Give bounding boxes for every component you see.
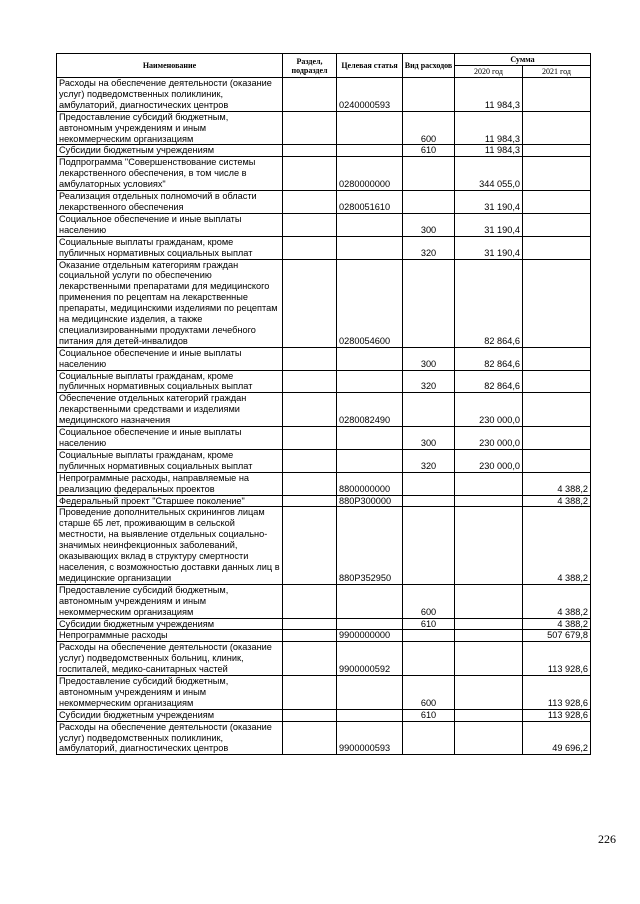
table-row bbox=[57, 721, 591, 755]
cell-type: 320 bbox=[403, 236, 455, 259]
cell-2020 bbox=[455, 472, 523, 495]
cell-2020: 11 984,3 bbox=[455, 78, 523, 112]
cell-type bbox=[403, 157, 455, 191]
cell-type bbox=[403, 259, 455, 347]
cell-2021: 4 388,2 bbox=[523, 495, 591, 507]
table-row bbox=[57, 145, 591, 157]
cell-target bbox=[337, 370, 403, 393]
col-header-2020: 2020 год bbox=[455, 66, 523, 78]
table-row bbox=[57, 630, 591, 642]
cell-2020 bbox=[455, 721, 523, 755]
table-row bbox=[57, 78, 591, 112]
cell-target bbox=[337, 427, 403, 450]
col-header-section: Раздел, подраздел bbox=[283, 54, 337, 78]
cell-section bbox=[283, 191, 337, 214]
cell-type: 300 bbox=[403, 427, 455, 450]
col-header-name: Наименование bbox=[57, 54, 283, 78]
cell-section bbox=[283, 347, 337, 370]
cell-section bbox=[283, 370, 337, 393]
cell-2020: 11 984,3 bbox=[455, 145, 523, 157]
cell-section bbox=[283, 393, 337, 427]
col-header-sum: Сумма bbox=[455, 54, 591, 66]
cell-target bbox=[337, 111, 403, 145]
cell-target: 0280054600 bbox=[337, 259, 403, 347]
table-row bbox=[57, 157, 591, 191]
cell-type: 600 bbox=[403, 676, 455, 710]
cell-2020: 31 190,4 bbox=[455, 213, 523, 236]
cell-type: 610 bbox=[403, 145, 455, 157]
cell-2020: 230 000,0 bbox=[455, 427, 523, 450]
cell-name: Непрограммные расходы, направляемые на реализацию федеральных проектов bbox=[57, 472, 283, 495]
cell-name: Субсидии бюджетным учреждениям bbox=[57, 618, 283, 630]
cell-name: Предоставление субсидий бюджетным, автономным учреждениям и иным некоммерческим организациям bbox=[57, 676, 283, 710]
cell-target: 0240000593 bbox=[337, 78, 403, 112]
cell-section bbox=[283, 584, 337, 618]
cell-section bbox=[283, 259, 337, 347]
cell-2021: 4 388,2 bbox=[523, 618, 591, 630]
table-row bbox=[57, 642, 591, 676]
budget-table bbox=[56, 53, 591, 755]
cell-section bbox=[283, 630, 337, 642]
cell-section bbox=[283, 618, 337, 630]
cell-name: Субсидии бюджетным учреждениям bbox=[57, 709, 283, 721]
cell-section bbox=[283, 449, 337, 472]
cell-2020 bbox=[455, 495, 523, 507]
table-row bbox=[57, 370, 591, 393]
cell-section bbox=[283, 427, 337, 450]
cell-2020: 11 984,3 bbox=[455, 111, 523, 145]
cell-name: Предоставление субсидий бюджетным, автономным учреждениям и иным некоммерческим организациям bbox=[57, 584, 283, 618]
cell-2021 bbox=[523, 236, 591, 259]
cell-type bbox=[403, 472, 455, 495]
cell-2021: 4 388,2 bbox=[523, 507, 591, 584]
cell-target bbox=[337, 236, 403, 259]
cell-2020 bbox=[455, 630, 523, 642]
cell-name: Подпрограмма "Совершенствование системы лекарственного обеспечения, в том числе в амбулаторных условиях" bbox=[57, 157, 283, 191]
cell-type: 300 bbox=[403, 213, 455, 236]
cell-2020: 230 000,0 bbox=[455, 393, 523, 427]
table-row bbox=[57, 259, 591, 347]
cell-section bbox=[283, 709, 337, 721]
cell-2021 bbox=[523, 370, 591, 393]
cell-2021: 113 928,6 bbox=[523, 642, 591, 676]
cell-name: Социальное обеспечение и иные выплаты населению bbox=[57, 427, 283, 450]
cell-target bbox=[337, 145, 403, 157]
cell-type: 320 bbox=[403, 370, 455, 393]
cell-type bbox=[403, 630, 455, 642]
cell-target bbox=[337, 213, 403, 236]
table-row bbox=[57, 213, 591, 236]
cell-2021: 507 679,8 bbox=[523, 630, 591, 642]
cell-target bbox=[337, 709, 403, 721]
cell-target: 880P300000 bbox=[337, 495, 403, 507]
cell-name: Реализация отдельных полномочий в области лекарственного обеспечения bbox=[57, 191, 283, 214]
cell-target: 9900000593 bbox=[337, 721, 403, 755]
cell-section bbox=[283, 676, 337, 710]
cell-2021 bbox=[523, 78, 591, 112]
cell-type bbox=[403, 507, 455, 584]
cell-type: 320 bbox=[403, 449, 455, 472]
cell-target: 0280000000 bbox=[337, 157, 403, 191]
cell-name: Социальное обеспечение и иные выплаты населению bbox=[57, 213, 283, 236]
cell-2020 bbox=[455, 642, 523, 676]
cell-section bbox=[283, 145, 337, 157]
table-row bbox=[57, 393, 591, 427]
cell-2021: 113 928,6 bbox=[523, 676, 591, 710]
cell-name: Социальное обеспечение и иные выплаты населению bbox=[57, 347, 283, 370]
cell-2021 bbox=[523, 259, 591, 347]
cell-2021 bbox=[523, 213, 591, 236]
cell-type bbox=[403, 393, 455, 427]
table-row bbox=[57, 472, 591, 495]
cell-2020: 82 864,6 bbox=[455, 370, 523, 393]
cell-2020 bbox=[455, 507, 523, 584]
cell-2021: 113 928,6 bbox=[523, 709, 591, 721]
cell-2021 bbox=[523, 427, 591, 450]
cell-name: Расходы на обеспечение деятельности (оказание услуг) подведомственных поликлиник, амбулаторий, диагностических центров bbox=[57, 78, 283, 112]
cell-2021 bbox=[523, 145, 591, 157]
table-row bbox=[57, 427, 591, 450]
cell-2021 bbox=[523, 191, 591, 214]
cell-type: 600 bbox=[403, 584, 455, 618]
cell-2021 bbox=[523, 111, 591, 145]
cell-section bbox=[283, 495, 337, 507]
cell-target: 9900000000 bbox=[337, 630, 403, 642]
cell-name: Расходы на обеспечение деятельности (оказание услуг) подведомственных больниц, клиник, госпиталей, медико-санитарных частей bbox=[57, 642, 283, 676]
cell-target bbox=[337, 618, 403, 630]
cell-section bbox=[283, 236, 337, 259]
cell-name: Предоставление субсидий бюджетным, автономным учреждениям и иным некоммерческим организациям bbox=[57, 111, 283, 145]
budget-table-container bbox=[56, 53, 590, 755]
cell-name: Оказание отдельным категориям граждан социальной услуги по обеспечению лекарственными препаратами для медицинского применения по рецептам на лекарственные препараты, медицинскими изделиями по рецептам на медицинские изделия, а также специализированными продуктами лечебного питания для детей-инвалидов bbox=[57, 259, 283, 347]
cell-section bbox=[283, 213, 337, 236]
col-header-type: Вид расходов bbox=[403, 54, 455, 78]
cell-section bbox=[283, 111, 337, 145]
cell-target bbox=[337, 347, 403, 370]
cell-2020: 82 864,6 bbox=[455, 347, 523, 370]
cell-type bbox=[403, 495, 455, 507]
cell-target: 8800000000 bbox=[337, 472, 403, 495]
cell-2021 bbox=[523, 157, 591, 191]
cell-target: 0280051610 bbox=[337, 191, 403, 214]
table-row bbox=[57, 709, 591, 721]
cell-2021: 4 388,2 bbox=[523, 584, 591, 618]
cell-target: 0280082490 bbox=[337, 393, 403, 427]
table-row bbox=[57, 347, 591, 370]
table-row bbox=[57, 191, 591, 214]
cell-2021: 4 388,2 bbox=[523, 472, 591, 495]
cell-2021 bbox=[523, 393, 591, 427]
cell-type: 610 bbox=[403, 618, 455, 630]
cell-section bbox=[283, 642, 337, 676]
cell-name: Непрограммные расходы bbox=[57, 630, 283, 642]
table-row bbox=[57, 507, 591, 584]
cell-type bbox=[403, 721, 455, 755]
cell-type bbox=[403, 78, 455, 112]
cell-2020 bbox=[455, 584, 523, 618]
cell-name: Федеральный проект "Старшее поколение" bbox=[57, 495, 283, 507]
cell-name: Расходы на обеспечение деятельности (оказание услуг) подведомственных поликлиник, амбулаторий, диагностических центров bbox=[57, 721, 283, 755]
cell-type: 300 bbox=[403, 347, 455, 370]
cell-2020 bbox=[455, 709, 523, 721]
cell-name: Проведение дополнительных скринингов лицам старше 65 лет, проживающим в сельской местности, на выявление отдельных социально-значимых неинфекционных заболеваний, оказывающих вклад в структуру смертности населения, с возможностью доставки данных лиц в медицинские организации bbox=[57, 507, 283, 584]
cell-target bbox=[337, 584, 403, 618]
page-number: 226 bbox=[598, 832, 616, 846]
cell-section bbox=[283, 721, 337, 755]
col-header-target: Целевая статья bbox=[337, 54, 403, 78]
cell-type: 610 bbox=[403, 709, 455, 721]
cell-type: 600 bbox=[403, 111, 455, 145]
table-row bbox=[57, 618, 591, 630]
cell-section bbox=[283, 157, 337, 191]
cell-2020: 31 190,4 bbox=[455, 191, 523, 214]
cell-2020: 31 190,4 bbox=[455, 236, 523, 259]
col-header-2021: 2021 год bbox=[523, 66, 591, 78]
cell-target bbox=[337, 676, 403, 710]
cell-2021 bbox=[523, 449, 591, 472]
cell-type bbox=[403, 191, 455, 214]
table-row bbox=[57, 111, 591, 145]
cell-target: 9900000592 bbox=[337, 642, 403, 676]
cell-target bbox=[337, 449, 403, 472]
cell-2021: 49 696,2 bbox=[523, 721, 591, 755]
cell-section bbox=[283, 472, 337, 495]
table-row bbox=[57, 449, 591, 472]
cell-section bbox=[283, 78, 337, 112]
cell-2020 bbox=[455, 618, 523, 630]
cell-name: Обеспечение отдельных категорий граждан лекарственными средствами и изделиями медицинского назначения bbox=[57, 393, 283, 427]
cell-2020 bbox=[455, 676, 523, 710]
cell-section bbox=[283, 507, 337, 584]
cell-type bbox=[403, 642, 455, 676]
cell-name: Социальные выплаты гражданам, кроме публичных нормативных социальных выплат bbox=[57, 370, 283, 393]
table-row bbox=[57, 584, 591, 618]
cell-2020: 344 055,0 bbox=[455, 157, 523, 191]
cell-2021 bbox=[523, 347, 591, 370]
cell-2020: 230 000,0 bbox=[455, 449, 523, 472]
table-row bbox=[57, 676, 591, 710]
cell-target: 880P352950 bbox=[337, 507, 403, 584]
table-row bbox=[57, 236, 591, 259]
cell-2020: 82 864,6 bbox=[455, 259, 523, 347]
cell-name: Социальные выплаты гражданам, кроме публичных нормативных социальных выплат bbox=[57, 449, 283, 472]
table-body bbox=[57, 78, 591, 755]
cell-name: Социальные выплаты гражданам, кроме публичных нормативных социальных выплат bbox=[57, 236, 283, 259]
cell-name: Субсидии бюджетным учреждениям bbox=[57, 145, 283, 157]
table-row bbox=[57, 495, 591, 507]
